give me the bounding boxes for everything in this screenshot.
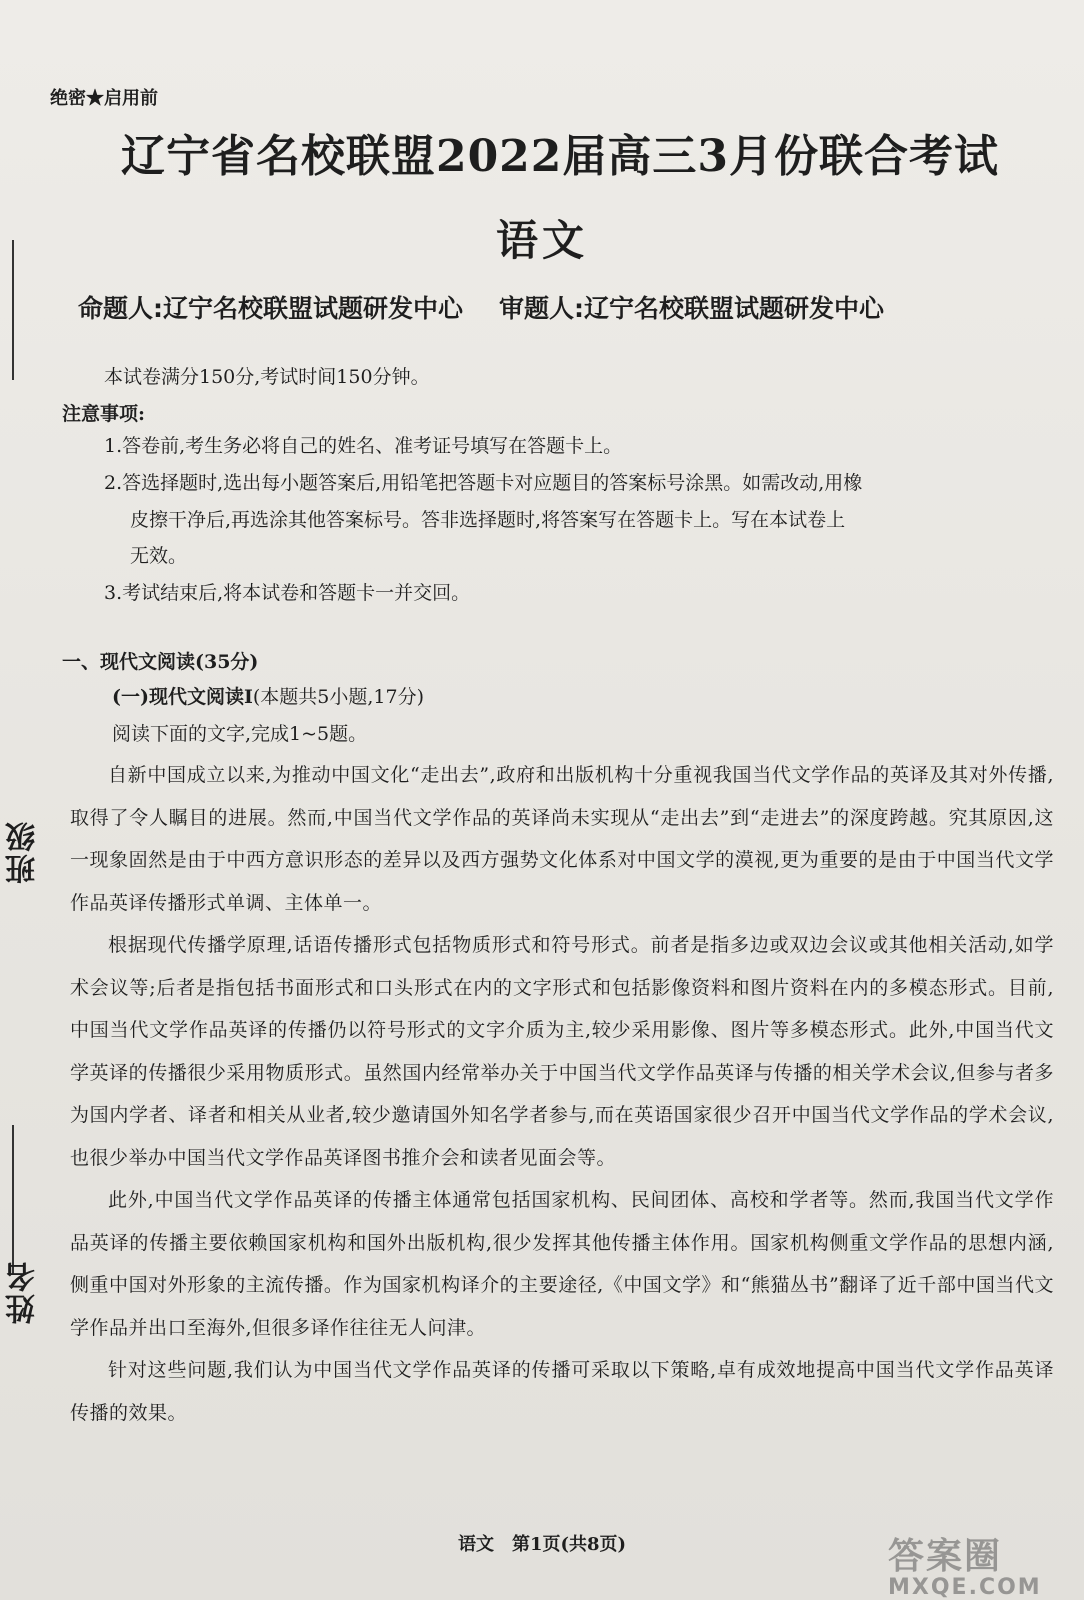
reviewer: 审题人:辽宁名校联盟试题研发中心 [499,294,884,323]
passage-paragraph: 此外,中国当代文学作品英译的传播主体通常包括国家机构、民间团体、高校和学者等。然而,我国当代文学作品英译的传播主要依赖国家机构和国外出版机构,很少发挥其他传播主体作用。国家机构侧重文学作品的思想内涵,侧重中国对外形象的主流传播。作为国家机构译介的主要途径,《中国文学》和“熊猫丛书”翻译了近千部中国当代文学作品并出口至海外,但很多译作往往无人问津。 [70,1189,1054,1339]
question-setter: 命题人:辽宁名校联盟试题研发中心 [78,294,463,323]
subsection-heading [112,682,424,709]
notice-item-2-line-3: 无效。 [130,545,188,567]
subsection-score: (本题共5小题,17分) [252,686,425,708]
subsection-title: (一)现代文阅读Ⅰ [112,686,253,708]
notice-heading: 注意事项: [62,403,146,425]
exam-title: 辽宁省名校联盟2022届高三3月份联合考试 [120,131,1000,182]
passage-paragraph: 根据现代传播学原理,话语传播形式包括物质形式和符号形式。前者是指多边或双边会议或其他相关活动,如学术会议等;后者是指包括书面形式和口头形式在内的文字形式和包括影像资料和图片资料在内的多模态形式。目前,中国当代文学作品英译的传播仍以符号形式的文字介质为主,较少采用影像、图片等多模态形式。此外,中国当代文学英译的传播很少采用物质形式。虽然国内经常举办关于中国当代文学作品英译与传播的相关学术会议,但参与者多为国内学者、译者和相关从业者,较少邀请国外知名学者参与,而在英语国家很少召开中国当代文学作品的学术会议,也很少举办中国当代文学作品英译图书推介会和读者见面会等。 [70,934,1054,1169]
notice-item-2-line-1: 2.答选择题时,选出每小题答案后,用铅笔把答题卡对应题目的答案标号涂黑。如需改动,用橡 [104,472,863,494]
confidential-mark: 绝密★启用前 [50,88,158,109]
watermark-logo [888,1528,1078,1598]
author-line [78,289,884,325]
reading-instruction: 阅读下面的文字,完成1~5题。 [112,723,368,745]
section-heading: 一、现代文阅读(35分) [62,651,259,673]
page-footer: 语文 第1页(共8页) [457,1534,627,1555]
name-label: 姓名 [6,1260,41,1324]
exam-info: 本试卷满分150分,考试时间150分钟。 [104,366,430,388]
class-label: 班级 [6,820,41,884]
passage [70,754,1054,1434]
notice-item-3: 3.考试结束后,将本试卷和答题卡一并交回。 [104,582,471,604]
passage-paragraph: 自新中国成立以来,为推动中国文化“走出去”,政府和出版机构十分重视我国当代文学作品的英译及其对外传播,取得了令人瞩目的进展。然而,中国当代文学作品的英译尚未实现从“走出去”到“走进去”的深度跨越。究其原因,这一现象固然是由于中西方意识形态的差异以及西方强势文化体系对中国文学的漠视,更为重要的是由于中国当代文学作品英译传播形式单调、主体单一。 [70,764,1054,914]
margin-rule [12,1125,14,1275]
notice-item-1: 1.答卷前,考生务必将自己的姓名、准考证号填写在答题卡上。 [104,435,623,457]
notice-item-2-line-2: 皮擦干净后,再选涂其他答案标号。答非选择题时,将答案写在答题卡上。写在本试卷上 [130,509,846,531]
subject-title: 语文 [495,216,588,265]
watermark-url: MXQE.COM [888,1575,1042,1600]
passage-paragraph: 针对这些问题,我们认为中国当代文学作品英译的传播可采取以下策略,卓有成效地提高中国当代文学作品英译传播的效果。 [70,1359,1054,1424]
watermark-text: 答案圈 [888,1536,1003,1577]
